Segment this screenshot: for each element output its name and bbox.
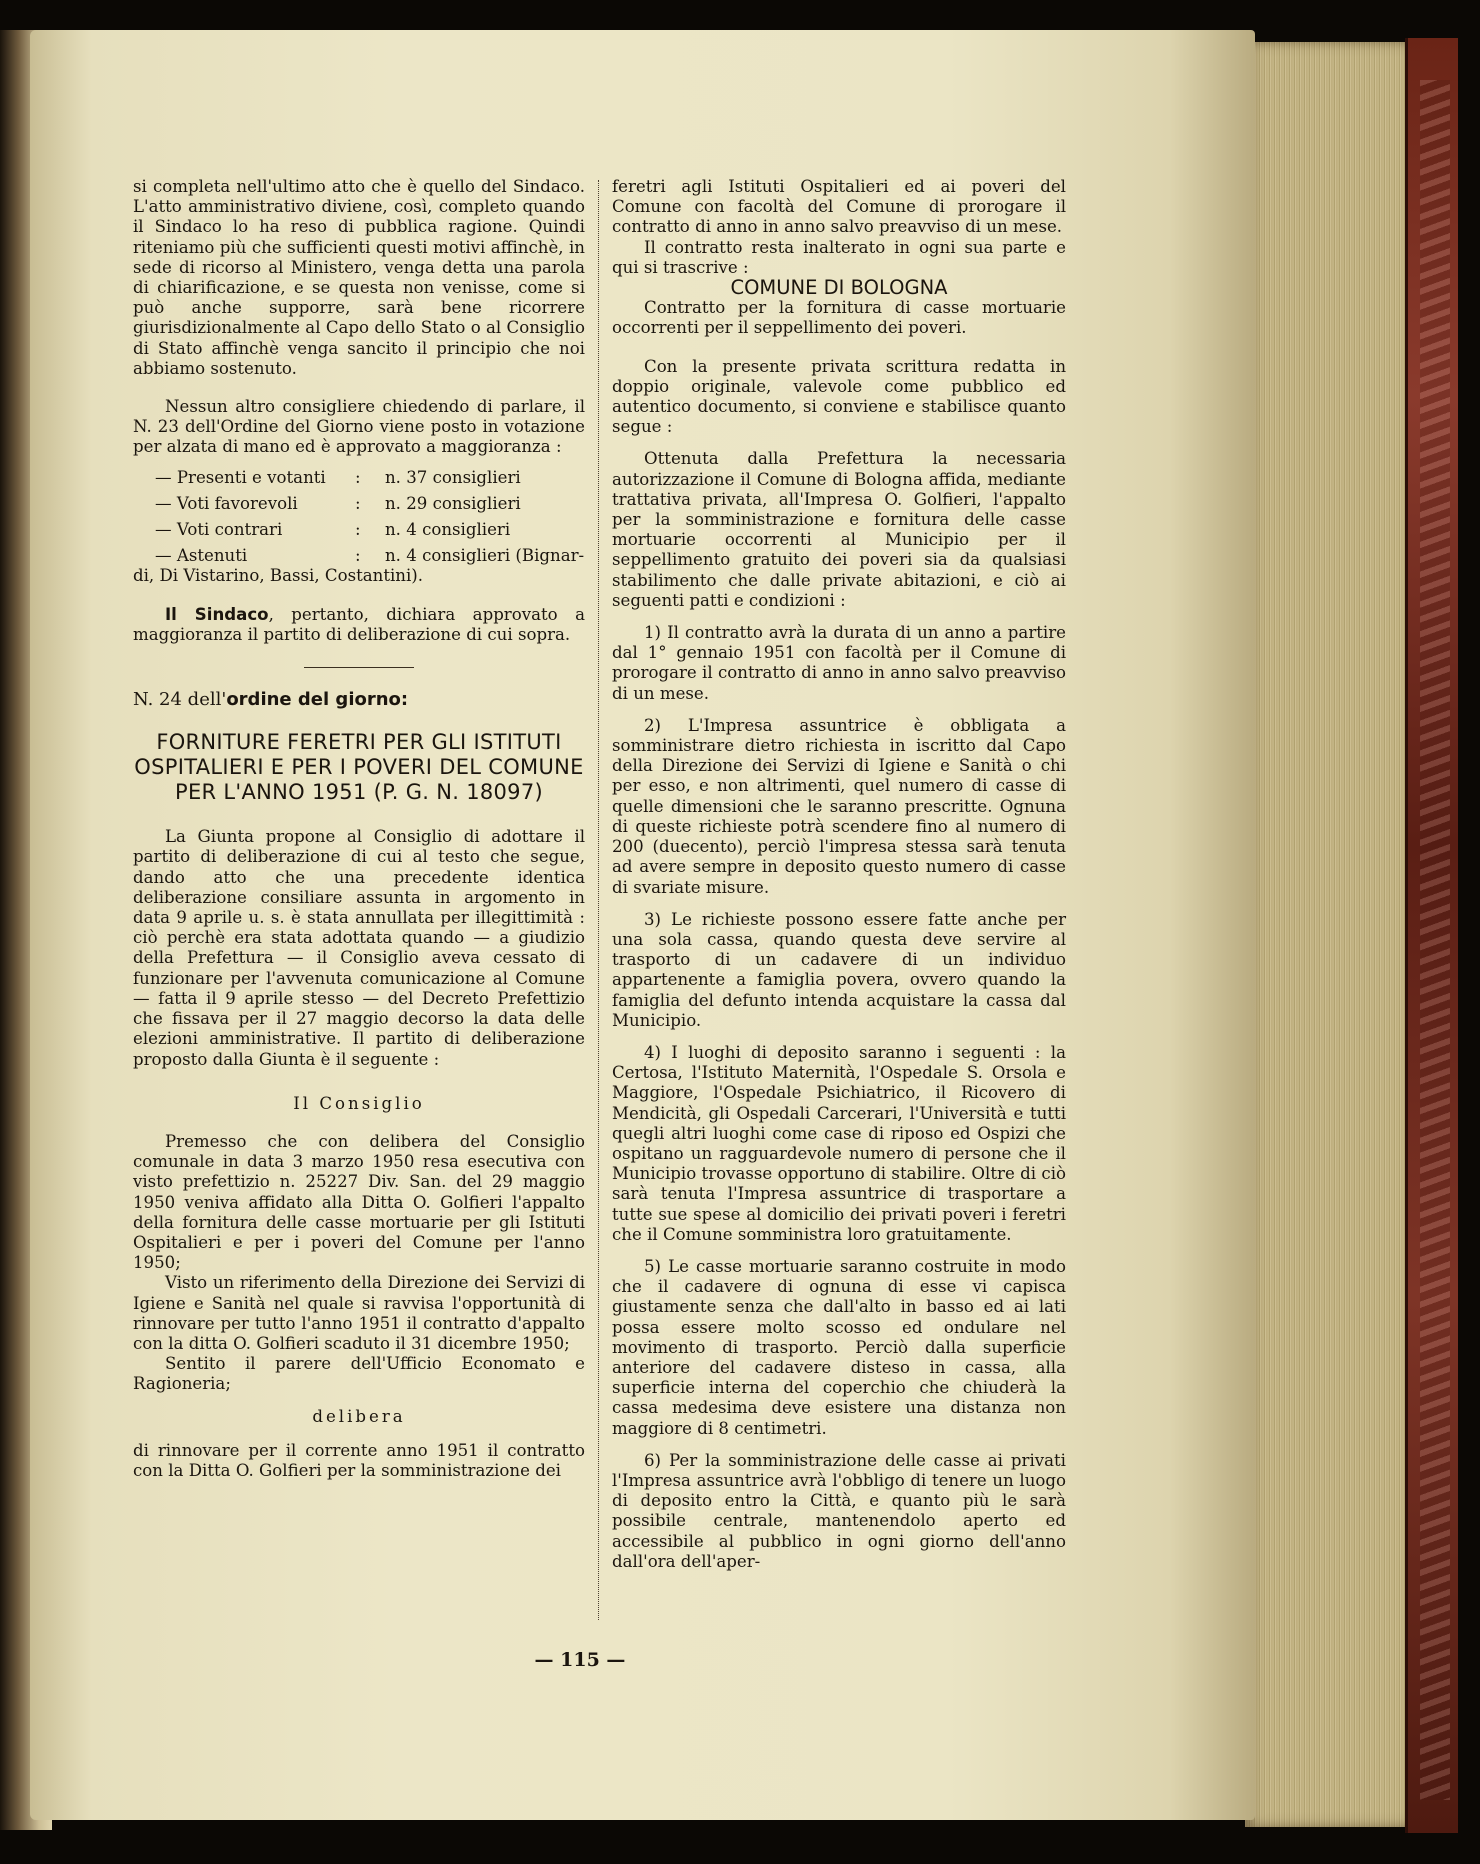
agenda-heading	[133, 690, 585, 710]
vote-tail: di, Di Vistarino, Bassi, Costantini).	[133, 566, 424, 586]
premesso-paragraph: Premesso che con delibera del Consiglio comunale in data 3 marzo 1950 resa esecutiva con visto prefettizio n. 25227 Div. San. del 29 maggio 1950 veniva affidato alla Ditta O. Golfieri l'appalto della fornitura delle casse mortuarie per gli Istituti Ospitalieri e per i poveri del Comune per l'anno 1950;	[133, 1131, 585, 1273]
paragraph: feretri agli Istituti Ospitalieri ed ai poveri del Comune con facoltà del Comune di prorogare il contratto di anno in anno salvo preavviso di un mese.	[612, 177, 1066, 237]
vote-row	[133, 546, 585, 566]
clause-6: 6) Per la somministrazione delle casse ai privati l'Impresa assuntrice avrà l'obbligo di tenere un luogo di deposito entro la Città, e quanto più le sarà possibile centrale, mantenendolo aperto ed accessibile al pubblico in ogni giorno dell'anno dall'ora dell'aper-	[612, 1450, 1066, 1571]
delibera-heading: delibera	[312, 1406, 406, 1426]
clause-3: 3) Le richieste possono essere fatte anche per una sola cassa, quando questa deve servire al trasporto di un cadavere di un individuo appartenente a famiglia povera, ovvero quando la famiglia del defunto intenda acquistare la cassa dal Municipio.	[612, 909, 1066, 1030]
vote-value: n. 4 consiglieri	[385, 520, 511, 540]
vote-value: n. 29 consiglieri	[385, 493, 521, 513]
vote-sep: :	[355, 493, 361, 513]
comune-heading: COMUNE DI BOLOGNA	[730, 276, 948, 300]
paragraph: si completa nell'ultimo atto che è quello del Sindaco. L'atto amministrativo diviene, così, completo quando il Sindaco lo ha reso di pubblica ragione. Quindi riteniamo più che sufficienti questi motivi affinchè, in sede di ricorso al Ministero, venga detta una parola di chiarificazione, e se questa non venisse, come si può anche supporre, sarà bene ricorrere giurisdizionalmente al Capo dello Stato o al Consiglio di Stato affinchè venga sancito il principio che noi abbiamo sostenuto.	[133, 177, 585, 378]
sindaco-text: , pertanto, dichiara approvato a maggioranza il partito di deliberazione di cui sopra.	[133, 604, 585, 644]
agenda-prefix: N. 24 dell'	[133, 689, 227, 711]
giunta-paragraph: La Giunta propone al Consiglio di adottare il partito di deliberazione di cui al testo che segue, dando atto che una precedente identica deliberazione consiliare assunta in argomento in data 9 aprile u. s. è stata annullata per illegittimità : ciò perchè era stata adottata quando — a giudizio della Prefettura — il Consiglio aveva cessato di funzionare per l'avvenuta comunicazione al Comune — fatta il 9 aprile stesso — del Decreto Prefettizio che fissava per il 27 maggio decorso la data delle elezioni amministrative. Il partito di deliberazione proposto dalla Giunta è il seguente :	[133, 827, 585, 1069]
sindaco-label: Il Sindaco	[165, 604, 269, 624]
left-column	[133, 177, 585, 1481]
vote-row	[133, 494, 585, 514]
vote-value: n. 37 consiglieri	[385, 467, 521, 487]
vote-sep: :	[355, 467, 361, 487]
page-number: — 115 —	[534, 1649, 626, 1671]
clause-4: 4) I luoghi di deposito saranno i seguenti : la Certosa, l'Istituto Maternità, l'Ospedale S. Orsola e Maggiore, l'Ospedale Psichiatrico, il Ricovero di Mendicità, gli Ospedali Carcerari, l'Università e tutti quegli altri luoghi come case di riposo ed Ospizi che ospitano un ragguardevole numero di persone che il Municipio trovasse opportuno di stabilire. Oltre di ciò sarà tenuta l'Impresa assuntrice di trasportare a tutte sue spese al domicilio dei privati poveri i feretri che il Comune somministra loro gratuitamente.	[612, 1042, 1066, 1244]
subject-title: FORNITURE FERETRI PER GLI ISTITUTI OSPITALIERI E PER I POVERI DEL COMUNE PER L'ANNO 1951 (P. G. N. 18097)	[134, 730, 584, 805]
paragraph: Ottenuta dalla Prefettura la necessaria autorizzazione il Comune di Bologna affida, mediante trattativa privata, all'Impresa O. Golfieri, l'appalto per la somministrazione e fornitura delle casse mortuarie occorrenti al Municipio per il seppellimento gratuito dei poveri sia da qualsiasi stabilimento che dalle private abitazioni, e ciò ai seguenti patti e condizioni :	[612, 449, 1066, 610]
vote-sep: :	[355, 520, 361, 540]
sindaco-paragraph	[133, 605, 585, 645]
consiglio-heading: Il Consiglio	[293, 1093, 425, 1113]
vote-sep: :	[355, 546, 361, 566]
column-rule	[598, 180, 600, 1620]
clause-1: 1) Il contratto avrà la durata di un anno a partire dal 1° gennaio 1951 con facoltà per il Comune di prorogare il contratto di anno in anno salvo preavviso di un mese.	[612, 623, 1066, 703]
vote-value: n. 4 consiglieri (Bignar-	[385, 546, 585, 566]
vote-label: — Presenti e votanti	[155, 467, 326, 487]
vote-results	[133, 468, 585, 587]
page-edges	[1245, 42, 1420, 1827]
section-divider	[304, 667, 414, 668]
sentito-paragraph: Sentito il parere dell'Ufficio Economato e Ragioneria;	[133, 1354, 585, 1394]
paragraph: Nessun altro consigliere chiedendo di parlare, il N. 23 dell'Ordine del Giorno viene posto in votazione per alzata di mano ed è approvato a maggioranza :	[133, 397, 585, 457]
rinnovare-paragraph: di rinnovare per il corrente anno 1951 il contratto con la Ditta O. Golfieri per la somministrazione dei	[133, 1440, 585, 1480]
marbled-cover	[1420, 80, 1450, 1800]
clause-2: 2) L'Impresa assuntrice è obbligata a somministrare dietro richiesta in iscritto dal Capo della Direzione dei Servizi di Igiene e Sanità o chi per esso, e non altrimenti, quel numero di casse di quelle dimensioni che le saranno prescritte. Ognuna di queste richieste potrà scendere fino al numero di 200 (duecento), perciò l'impresa stessa sarà tenuta ad avere sempre in deposito questo numero di casse di svariate misure.	[612, 715, 1066, 897]
clause-5: 5) Le casse mortuarie saranno costruite in modo che il cadavere di ognuna di esse vi capisca giustamente senza che dall'alto in basso ed ai lati possa essere molto scosso ed ondulare nel movimento di trasporto. Perciò dalla superficie anteriore del cadavere disteso in cassa, alla superficie interna del coperchio che chiuderà la cassa medesima deve esistere una distanza non maggiore di 8 centimetri.	[612, 1256, 1066, 1438]
paragraph: Con la presente privata scrittura redatta in doppio originale, valevole come pubblico ed autentico documento, si conviene e stabilisce quanto segue :	[612, 356, 1066, 437]
contract-title: Contratto per la fornitura di casse mortuarie occorrenti per il seppellimento dei poveri.	[612, 298, 1066, 338]
visto-paragraph: Visto un riferimento della Direzione dei Servizi di Igiene e Sanità nel quale si ravvisa l'opportunità di rinnovare per tutto l'anno 1951 il contratto d'appalto con la ditta O. Golfieri scaduto il 31 dicembre 1950;	[133, 1273, 585, 1353]
right-column	[612, 177, 1066, 1572]
vote-row	[133, 520, 585, 540]
vote-row	[133, 468, 585, 488]
vote-label: — Astenuti	[155, 546, 248, 566]
paragraph: Il contratto resta inalterato in ogni sua parte e qui si trascrive :	[612, 237, 1066, 277]
agenda-bold: ordine del giorno:	[226, 689, 409, 711]
vote-label: — Voti favorevoli	[155, 493, 298, 513]
vote-label: — Voti contrari	[155, 520, 283, 540]
